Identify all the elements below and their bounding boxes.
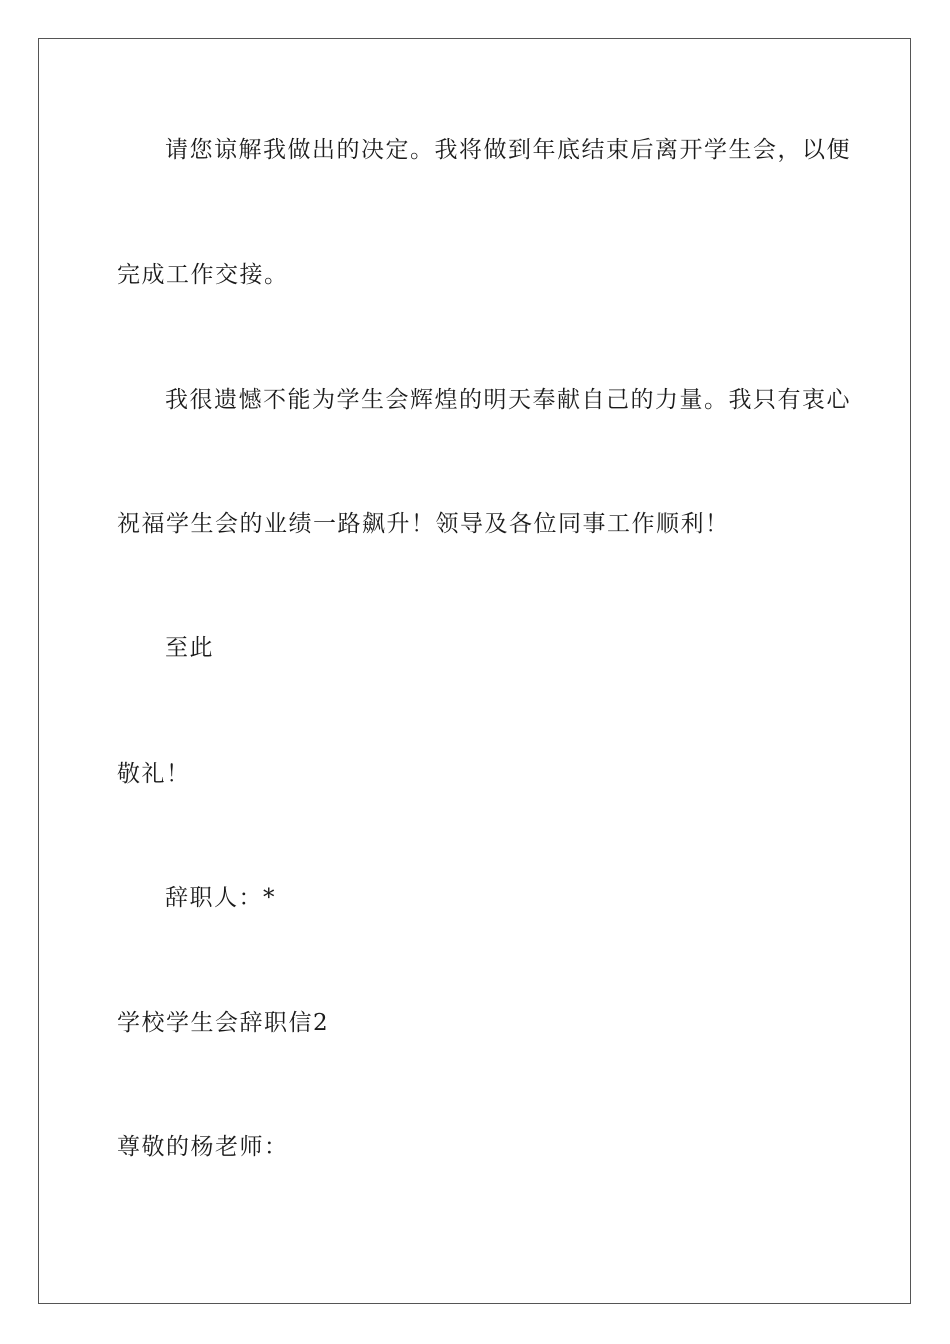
- paragraph-line: 完成工作交接。: [117, 262, 289, 288]
- salutation: 敬礼！: [117, 761, 191, 787]
- signature-line: 辞职人：*: [165, 885, 276, 911]
- paragraph-line: 祝福学生会的业绩一路飙升！领导及各位同事工作顺利！: [117, 511, 730, 537]
- section-title: 学校学生会辞职信2: [117, 1010, 330, 1036]
- page-frame: [38, 38, 911, 1304]
- greeting-line: 尊敬的杨老师：: [117, 1134, 289, 1160]
- paragraph-line: 我很遗憾不能为学生会辉煌的明天奉献自己的力量。我只有衷心: [165, 387, 851, 413]
- paragraph-line: 请您谅解我做出的决定。我将做到年底结束后离开学生会，以便: [165, 137, 851, 163]
- closing-phrase: 至此: [165, 635, 214, 661]
